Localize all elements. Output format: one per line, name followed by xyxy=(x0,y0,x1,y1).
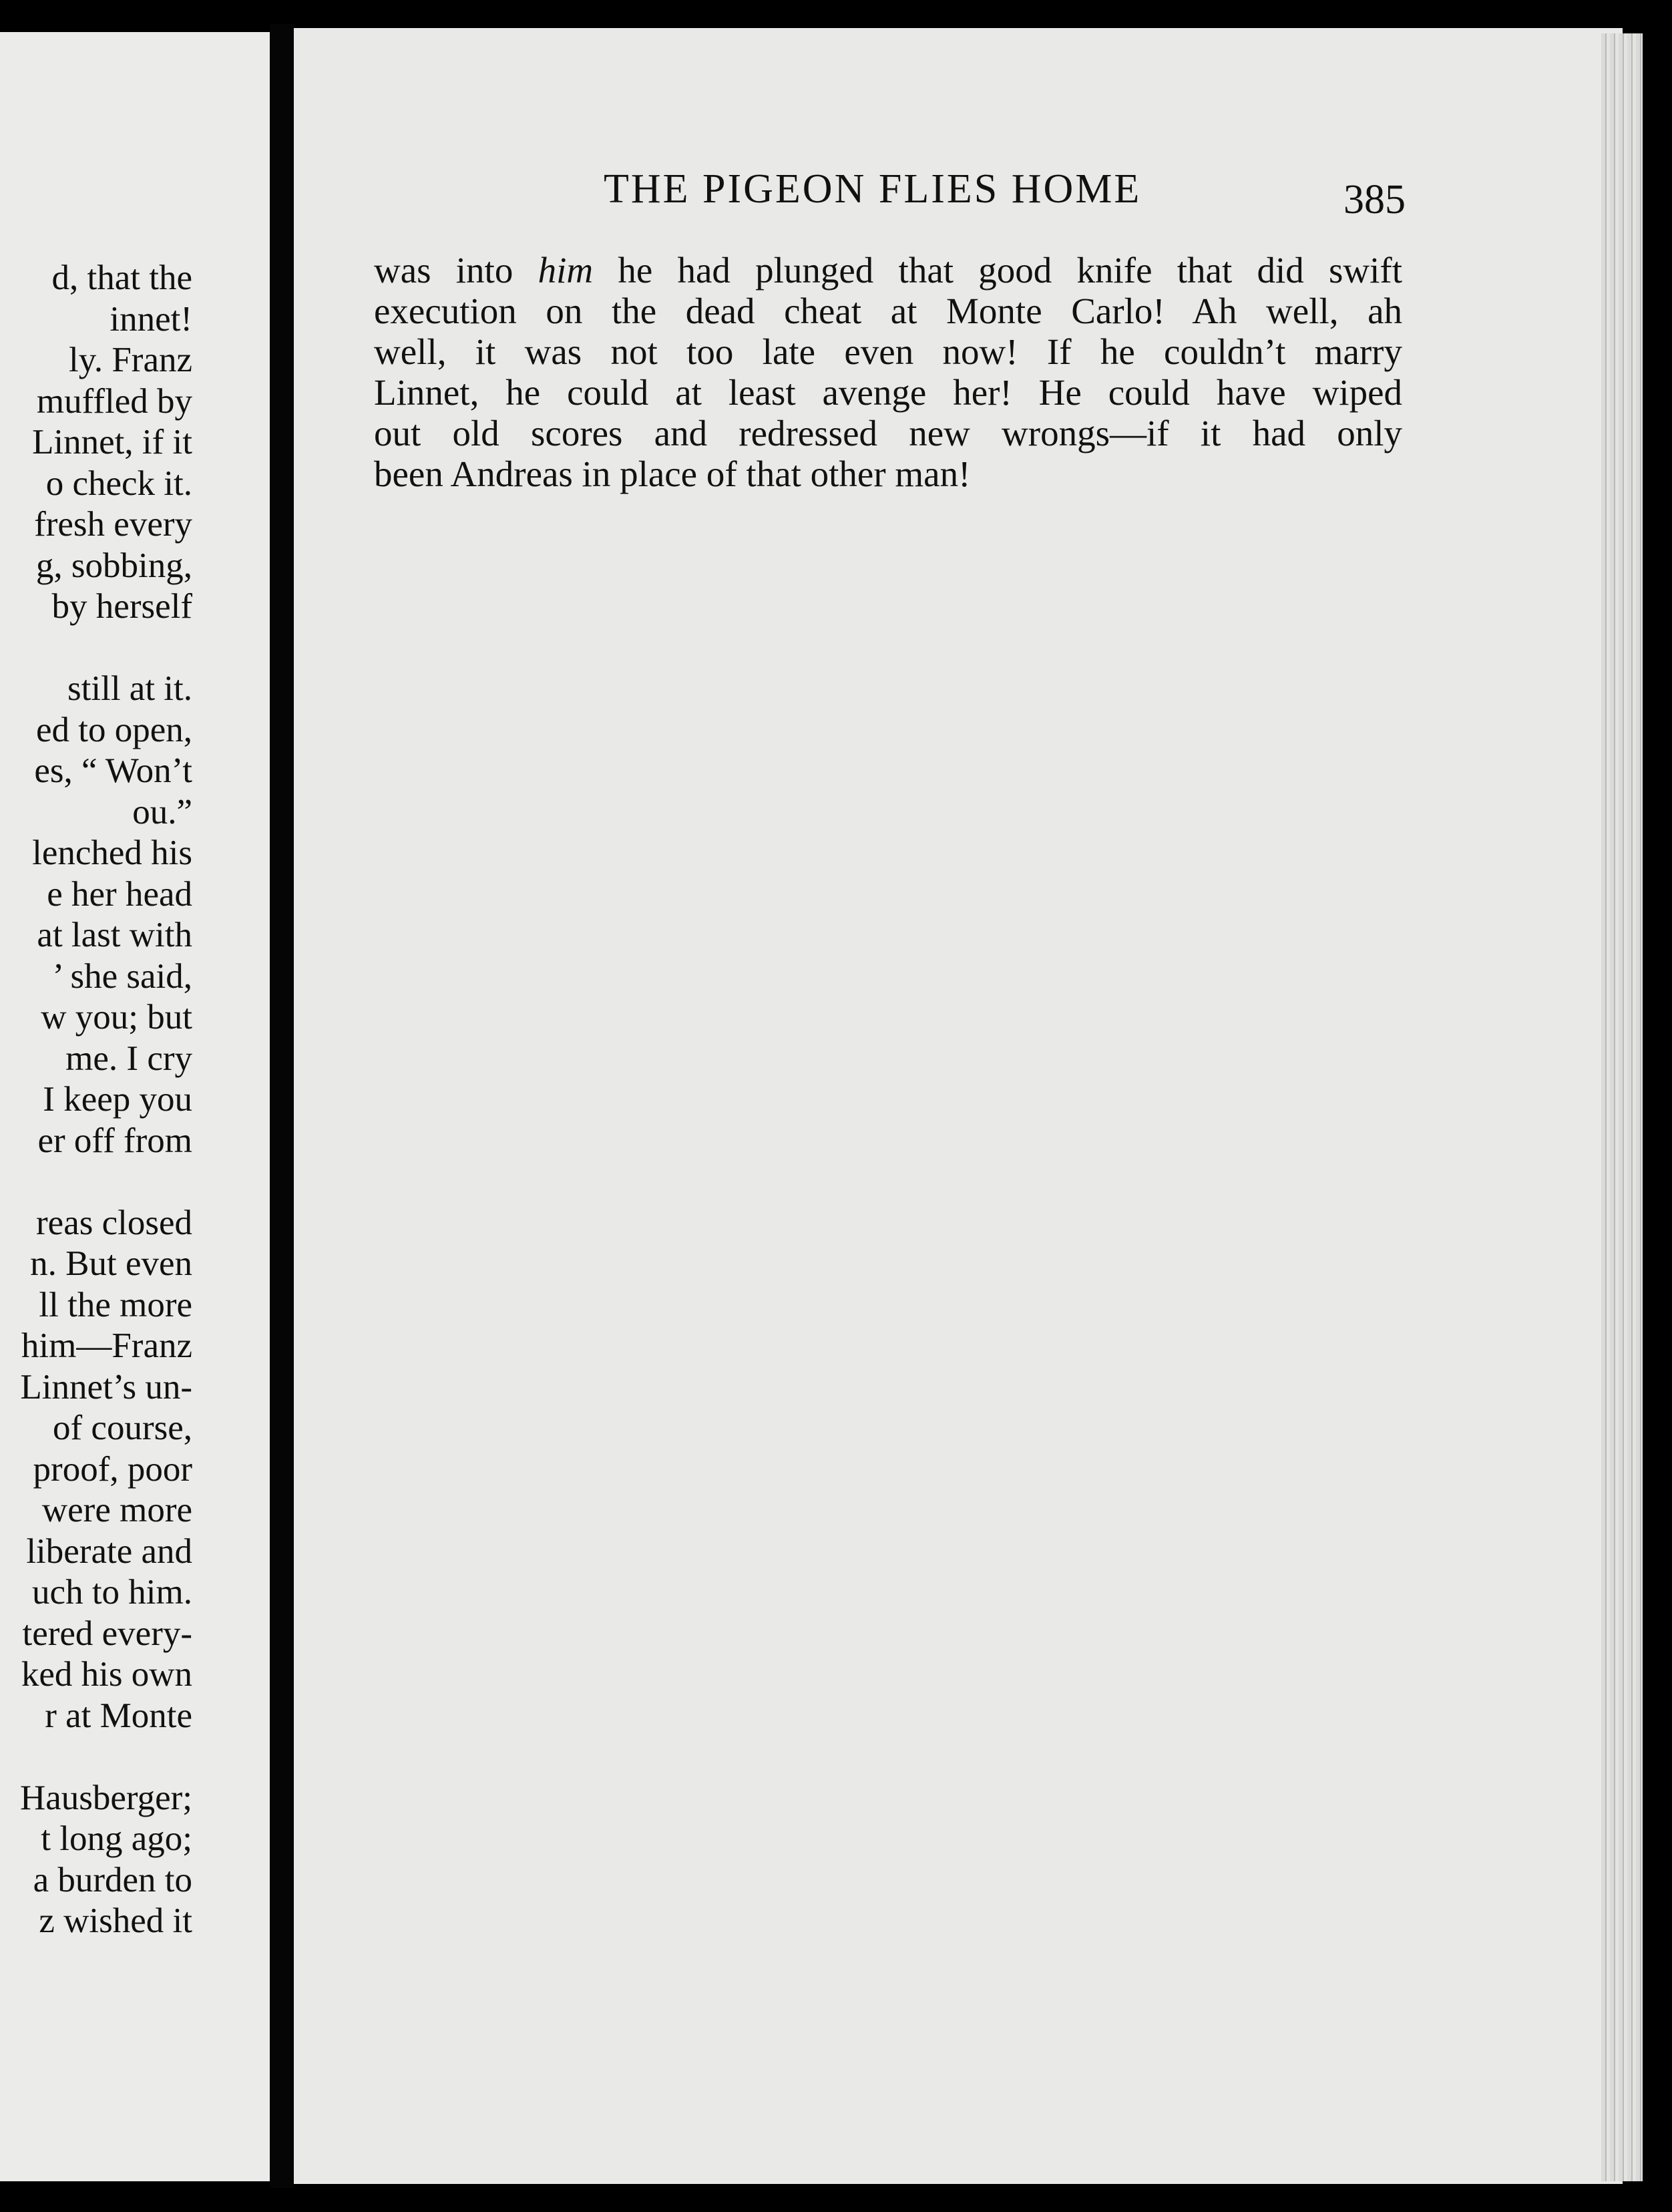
text-line: w you; but xyxy=(41,998,192,1037)
text-line: Linnet, he could at least avenge her! He could have wiped xyxy=(374,372,1402,413)
body-paragraph xyxy=(374,250,1402,494)
text-line: r at Monte xyxy=(45,1696,192,1735)
text-line: er off from xyxy=(37,1121,192,1160)
text-line: me. I cry xyxy=(65,1039,192,1078)
text-line: Linnet, if it xyxy=(32,423,192,462)
book-gutter xyxy=(270,24,294,2188)
text-line xyxy=(20,1736,192,1778)
text-line: were more xyxy=(41,1491,192,1529)
text-line: of course, xyxy=(53,1409,192,1447)
text-line: g, sobbing, xyxy=(35,546,192,585)
text-line: a burden to xyxy=(33,1860,192,1899)
running-head: THE PIGEON FLIES HOME xyxy=(604,166,1142,212)
text-line xyxy=(20,1161,192,1203)
text-line: muffled by xyxy=(36,381,192,421)
text-line: ll the more xyxy=(39,1285,192,1324)
text-line: at last with xyxy=(37,916,192,954)
text-line: execution on the dead cheat at Monte Carlo! Ah well, ah xyxy=(374,291,1402,331)
text-line: I keep you xyxy=(43,1080,192,1119)
text-line: ly. Franz xyxy=(69,341,192,379)
text-line: reas closed xyxy=(36,1203,192,1242)
text-line: innet! xyxy=(110,299,192,339)
text-line: out old scores and redressed new wrongs—if it had only xyxy=(374,413,1402,453)
text-line xyxy=(374,250,1402,291)
text-line: him—Franz xyxy=(21,1326,192,1365)
text-line: e her head xyxy=(47,874,192,914)
text-line: liberate and xyxy=(26,1531,192,1571)
text-line: by herself xyxy=(51,587,192,626)
text-line: z wished it xyxy=(39,1901,192,1940)
text-line: ed to open, xyxy=(35,710,192,749)
text-line: Hausberger; xyxy=(19,1778,192,1817)
text-line: been Andreas in place of that other man! xyxy=(374,453,971,494)
text-line: tered every- xyxy=(22,1614,192,1653)
text-line: n. But even xyxy=(30,1244,192,1283)
text-line: ’ she said, xyxy=(52,956,192,996)
text-line: fresh every xyxy=(34,505,192,544)
text-line: well, it was not too late even now! If he couldn’t marry xyxy=(374,331,1402,372)
text-line: d, that the xyxy=(51,258,192,297)
text-run: he had plunged that good knife that did swift xyxy=(593,250,1402,291)
left-page-text xyxy=(20,258,192,1942)
left-facing-page xyxy=(0,32,270,2181)
text-line xyxy=(20,628,192,669)
text-line: ked his own xyxy=(21,1655,192,1694)
text-line: es, “ Won’t xyxy=(34,751,192,790)
text-line: uch to him. xyxy=(32,1573,192,1612)
text-line: still at it. xyxy=(67,669,192,708)
text-line: t long ago; xyxy=(41,1819,192,1858)
text-line: proof, poor xyxy=(33,1449,192,1489)
text-line: o check it. xyxy=(45,464,192,503)
page-number: 385 xyxy=(1343,177,1406,222)
emphasis-word: him xyxy=(538,250,594,291)
text-run: was into xyxy=(374,250,538,291)
text-line: ou.” xyxy=(132,792,192,832)
text-line: Linnet’s un- xyxy=(20,1367,192,1407)
page-edges xyxy=(1601,33,1643,2181)
text-line: lenched his xyxy=(32,834,192,872)
